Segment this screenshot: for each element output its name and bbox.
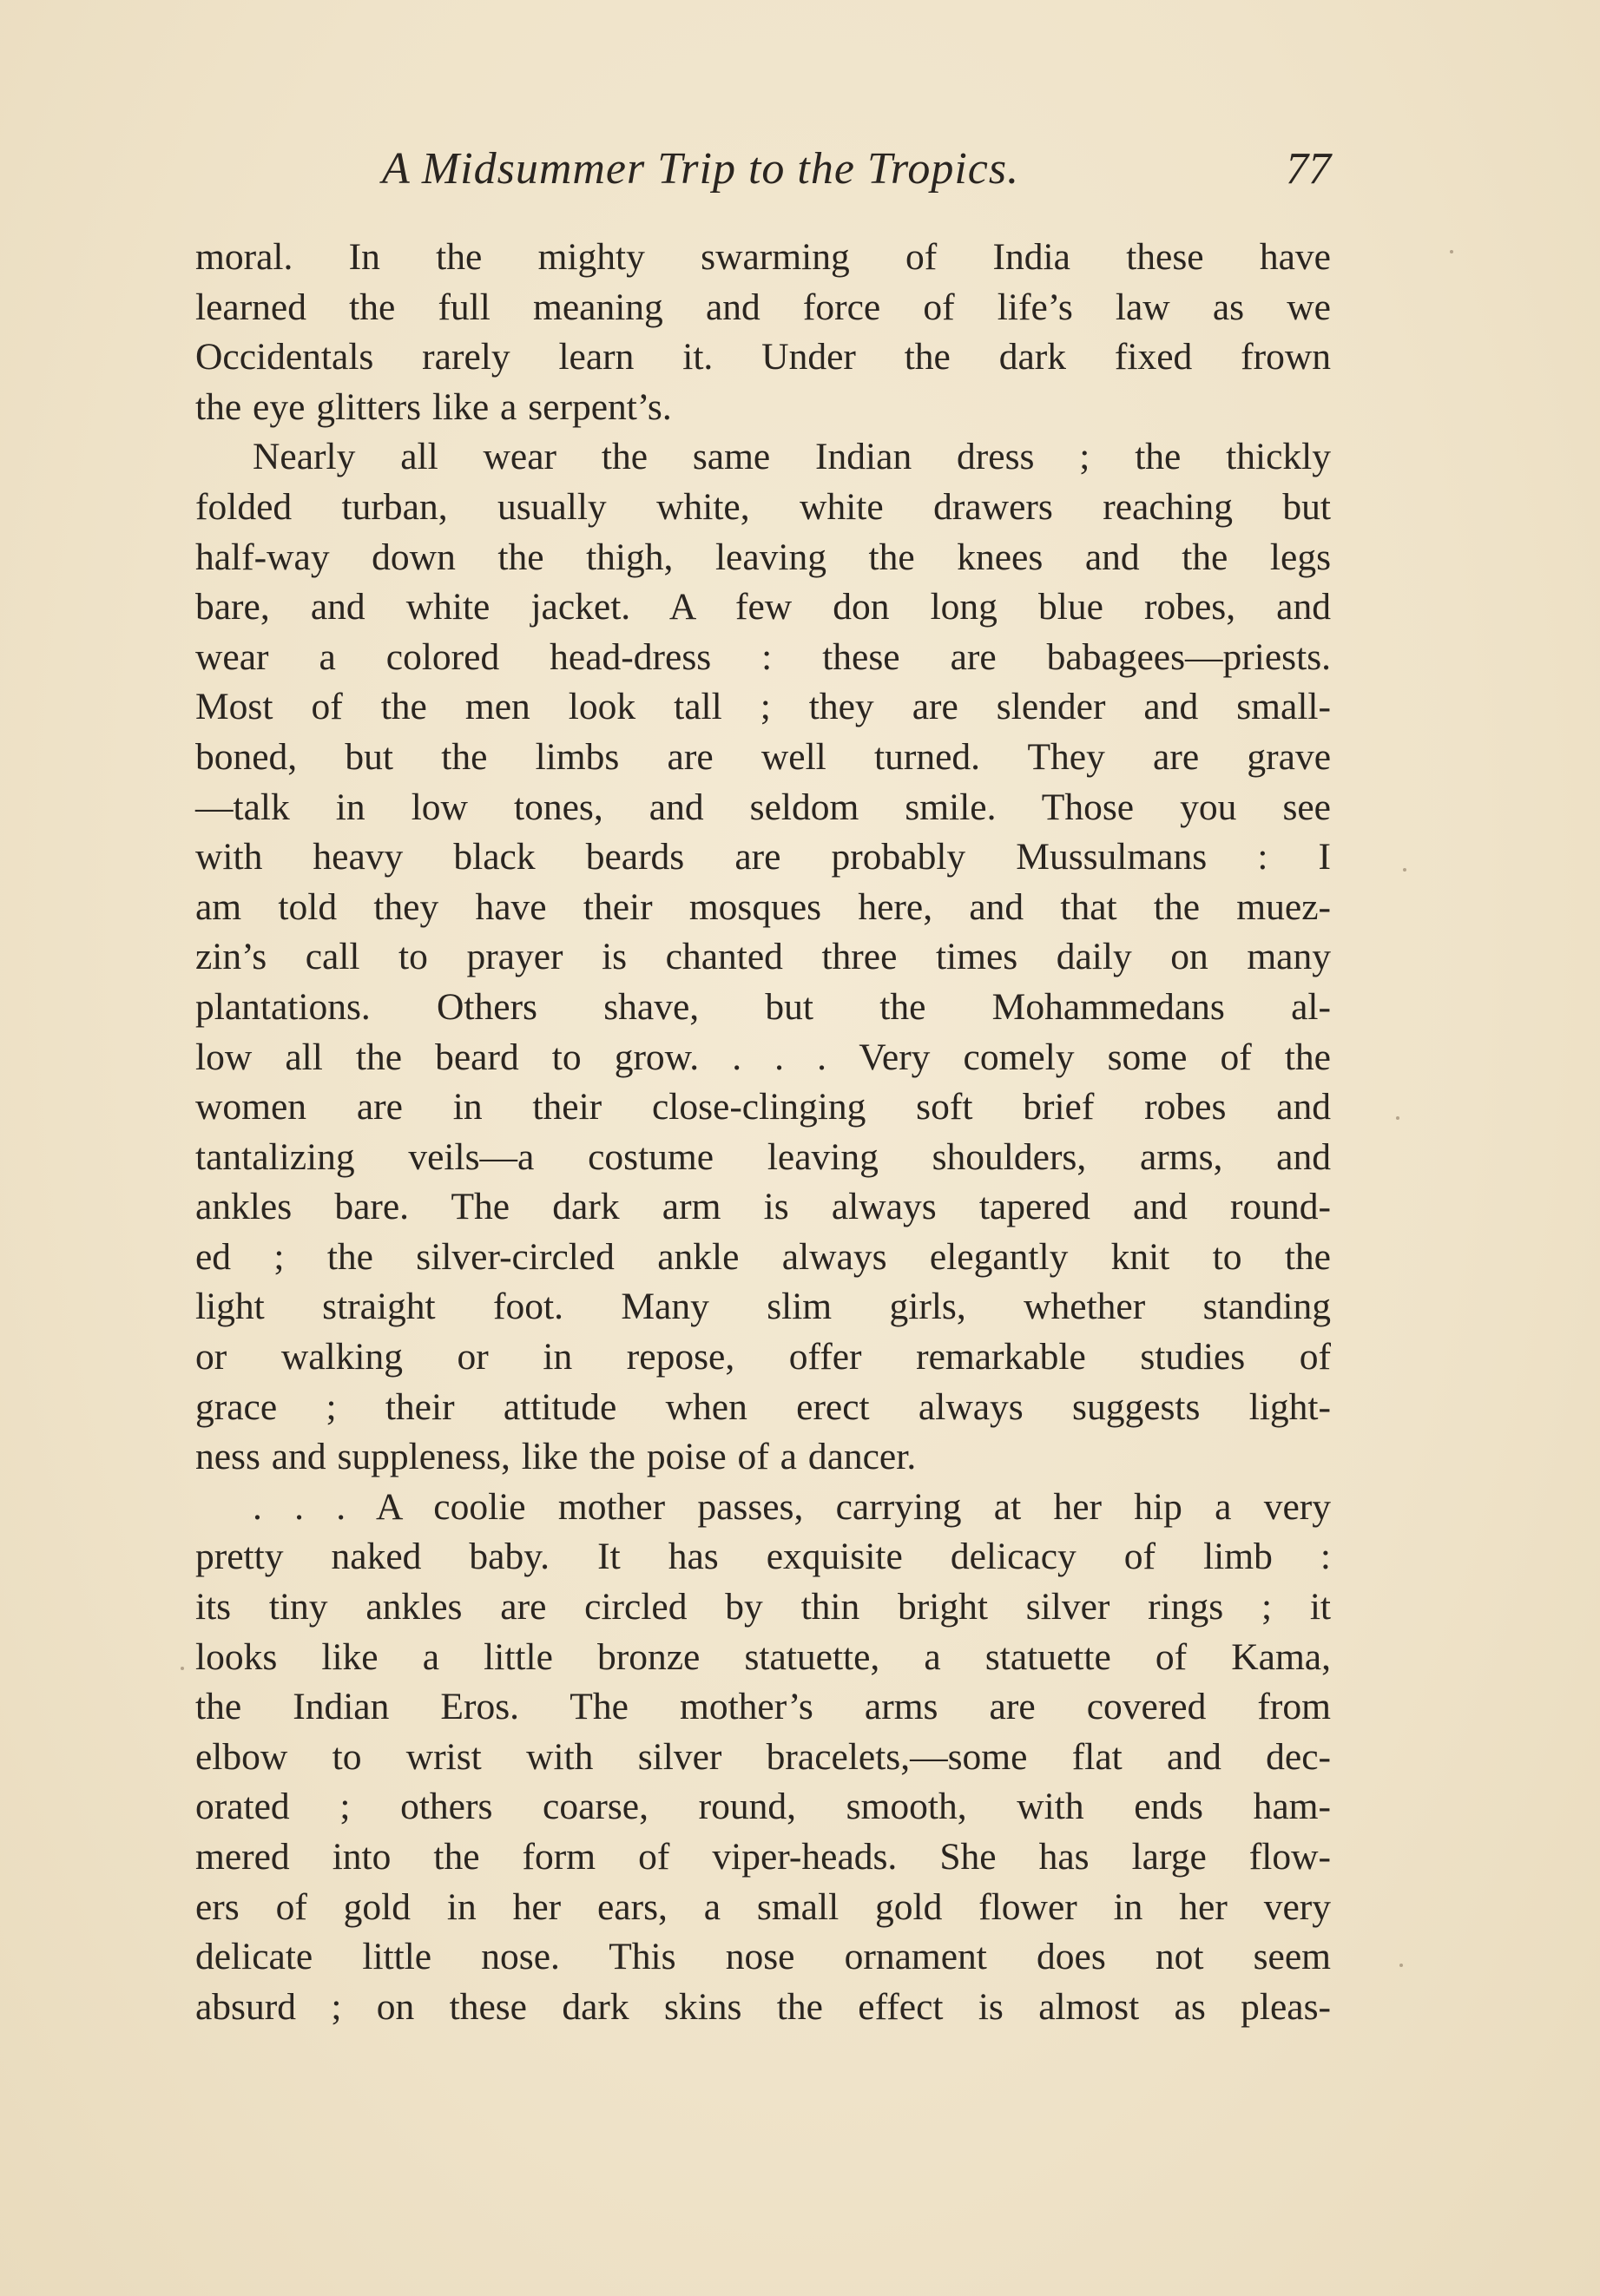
text-line: women are in their close-clinging soft brief robes and — [195, 1086, 1331, 1128]
text-line: mered into the form of viper-heads. She has large flow- — [195, 1836, 1331, 1878]
text-line: moral. In the mighty swarming of India these have — [195, 236, 1331, 278]
text-line: the Indian Eros. The mother’s arms are covered from — [195, 1686, 1331, 1728]
text-line: low all the beard to grow. . . . Very comely some of the — [195, 1036, 1331, 1078]
body-text — [195, 233, 1331, 2032]
text-line: with heavy black beards are probably Mussulmans : I — [195, 836, 1331, 878]
text-line: elbow to wrist with silver bracelets,—some flat and dec- — [195, 1735, 1331, 1778]
text-line: or walking or in repose, offer remarkable studies of — [195, 1336, 1331, 1378]
text-line: Occidentals rarely learn it. Under the dark fixed frown — [195, 336, 1331, 378]
text-line: ness and suppleness, like the poise of a dancer. — [195, 1436, 917, 1478]
text-line: . . . A coolie mother passes, carrying at her hip a very — [253, 1485, 1331, 1528]
text-line: ed ; the silver-circled ankle always elegantly knit to the — [195, 1235, 1331, 1278]
page-number: 77 — [1286, 144, 1331, 194]
paper-speck — [181, 1667, 184, 1670]
text-line: Nearly all wear the same Indian dress ; the thickly — [253, 436, 1331, 478]
text-line: looks like a little bronze statuette, a statuette of Kama, — [195, 1635, 1331, 1678]
text-line: zin’s call to prayer is chanted three times daily on many — [195, 936, 1331, 978]
text-line: —talk in low tones, and seldom smile. Those you see — [195, 786, 1331, 828]
text-line: absurd ; on these dark skins the effect is almost as pleas- — [195, 1985, 1331, 2028]
running-head — [195, 143, 1331, 204]
running-title: A Midsummer Trip to the Tropics. — [382, 144, 1020, 194]
text-line: plantations. Others shave, but the Mohammedans al- — [195, 985, 1331, 1028]
text-line: bare, and white jacket. A few don long blue robes, and — [195, 586, 1331, 628]
paper-speck — [1450, 250, 1453, 253]
paper-speck — [1399, 1964, 1403, 1967]
paper-speck — [1403, 868, 1406, 872]
text-line: light straight foot. Many slim girls, whether standing — [195, 1286, 1331, 1328]
text-line: boned, but the limbs are well turned. They are grave — [195, 735, 1331, 778]
text-line: ers of gold in her ears, a small gold flower in her very — [195, 1885, 1331, 1928]
text-line: ankles bare. The dark arm is always tapered and round- — [195, 1186, 1331, 1228]
text-line: orated ; others coarse, round, smooth, with ends ham- — [195, 1786, 1331, 1828]
text-line: delicate little nose. This nose ornament does not seem — [195, 1936, 1331, 1978]
text-line: am told they have their mosques here, and that the muez- — [195, 885, 1331, 928]
text-line: the eye glitters like a serpent’s. — [195, 385, 672, 428]
text-line: wear a colored head-dress : these are babagees—priests. — [195, 635, 1331, 678]
text-line: grace ; their attitude when erect always suggests light- — [195, 1385, 1331, 1428]
text-line: folded turban, usually white, white drawers reaching but — [195, 485, 1331, 528]
text-line: Most of the men look tall ; they are slender and small- — [195, 686, 1331, 728]
paper-speck — [1396, 1116, 1399, 1120]
text-line: pretty naked baby. It has exquisite delicacy of limb : — [195, 1536, 1331, 1578]
text-line: half-way down the thigh, leaving the knees and the legs — [195, 536, 1331, 578]
text-line: learned the full meaning and force of life’s law as we — [195, 286, 1331, 328]
text-line: its tiny ankles are circled by thin bright silver rings ; it — [195, 1586, 1331, 1628]
text-line: tantalizing veils—a costume leaving shoulders, arms, and — [195, 1135, 1331, 1178]
